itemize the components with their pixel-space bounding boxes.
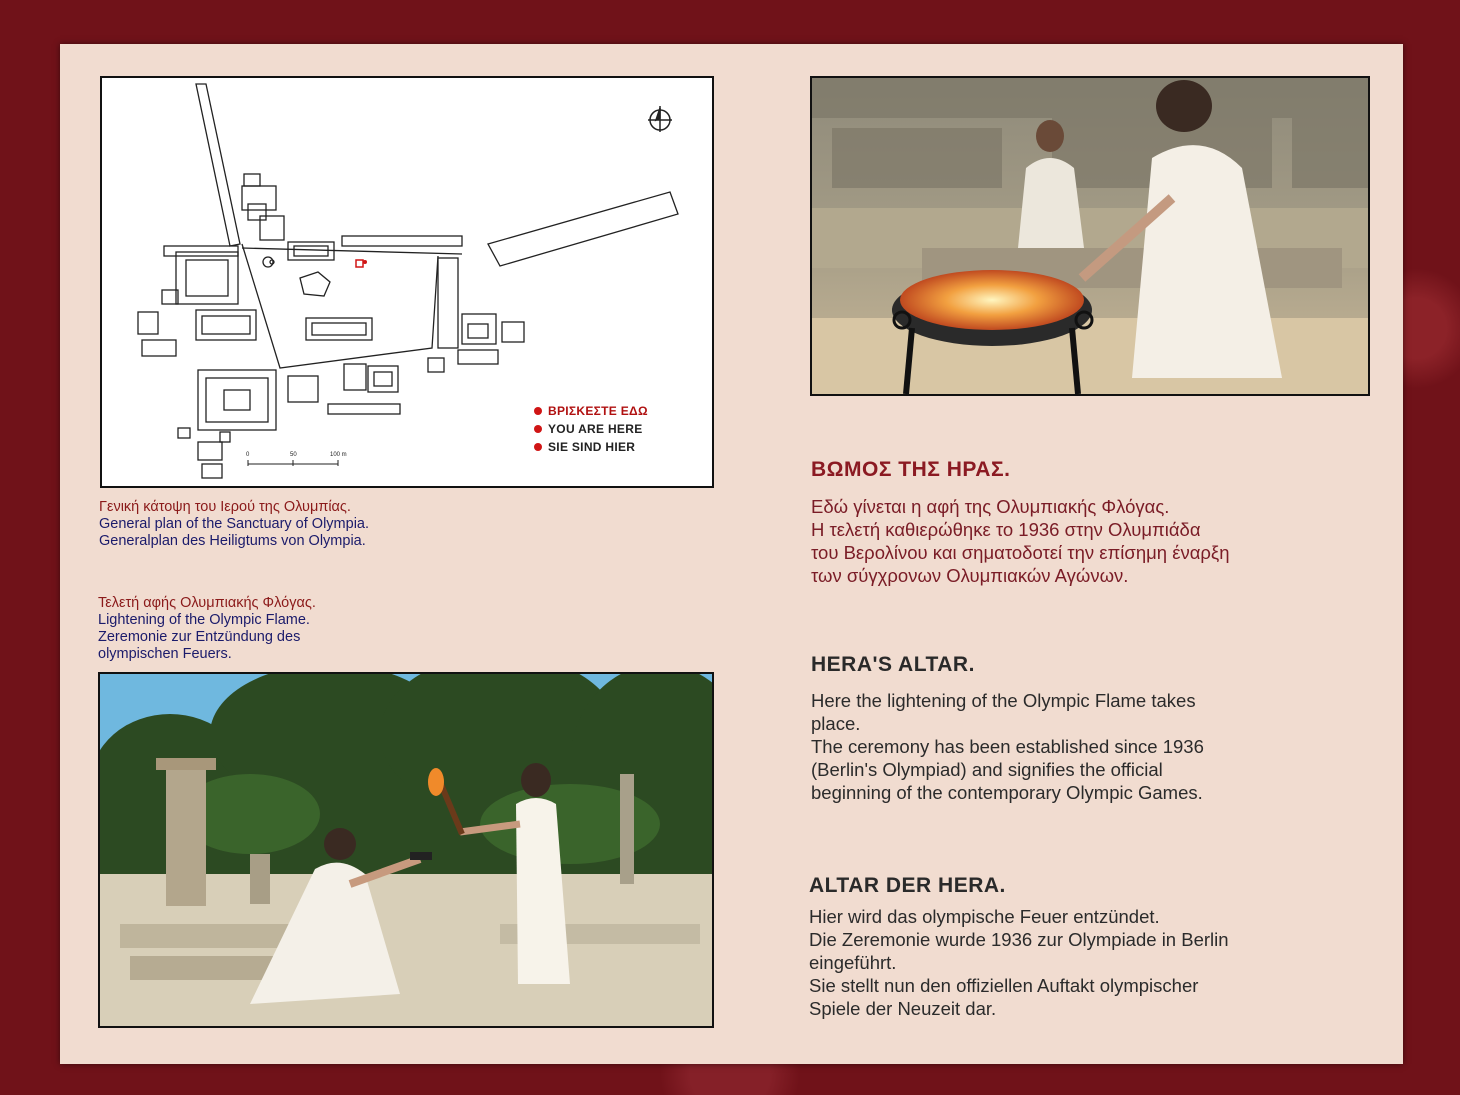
ceremony-caption-greek: Τελετή αφής Ολυμπιακής Φλόγας. xyxy=(98,595,316,611)
map-caption-english: General plan of the Sanctuary of Olympia. xyxy=(99,516,370,532)
ceremony-caption-german-1: Zeremonie zur Entzündung des xyxy=(98,629,301,645)
greek-body xyxy=(811,495,1229,587)
greek-line-2: Η τελετή καθιερώθηκε το 1936 στην Ολυμπιάδα xyxy=(811,519,1201,540)
english-line-3: The ceremony has been established since 1936 xyxy=(811,736,1204,757)
german-line-2: Die Zeremonie wurde 1936 zur Olympiade in Berlin xyxy=(809,929,1229,950)
english-line-1: Here the lightening of the Olympic Flame takes xyxy=(811,690,1196,711)
ceremony-caption-english: Lightening of the Olympic Flame. xyxy=(98,612,310,628)
site-plan-map xyxy=(100,76,714,488)
german-line-4: Sie stellt nun den offiziellen Auftakt olympischer xyxy=(809,975,1199,996)
greek-line-4: των σύγχρονων Ολυμπιακών Αγώνων. xyxy=(811,565,1129,586)
map-legend xyxy=(534,402,648,456)
location-marker-icon xyxy=(534,443,542,451)
map-caption xyxy=(99,499,369,550)
german-line-3: eingeführt. xyxy=(809,952,897,973)
greek-line-3: του Βερολίνου και σηματοδοτεί την επίσημη έναρξη xyxy=(811,542,1230,563)
legend-row-greek xyxy=(534,402,648,420)
legend-text-english: YOU ARE HERE xyxy=(548,422,643,436)
altar-flame-photo xyxy=(810,76,1370,396)
legend-text-greek: ΒΡΙΣΚΕΣΤΕ ΕΔΩ xyxy=(548,404,648,418)
scale-label-100: 100 m xyxy=(330,452,347,458)
map-caption-greek: Γενική κάτοψη του Ιερού της Ολυμπίας. xyxy=(99,499,351,515)
german-line-5: Spiele der Neuzeit dar. xyxy=(809,998,997,1019)
german-body xyxy=(809,905,1229,1020)
english-heading: HERA'S ALTAR. xyxy=(811,653,975,676)
english-body xyxy=(811,689,1204,804)
english-line-5: beginning of the contemporary Olympic Games. xyxy=(811,782,1203,803)
ceremony-caption-german-2: olympischen Feuers. xyxy=(98,646,232,662)
ceremony-photo xyxy=(98,672,714,1028)
english-line-2: place. xyxy=(811,713,861,734)
north-arrow-icon xyxy=(648,106,672,132)
legend-text-german: SIE SIND HIER xyxy=(548,440,636,454)
german-line-1: Hier wird das olympische Feuer entzündet. xyxy=(809,906,1160,927)
greek-line-1: Εδώ γίνεται η αφή της Ολυμπιακής Φλόγας. xyxy=(811,496,1170,517)
legend-row-english xyxy=(534,420,648,438)
location-marker-icon xyxy=(534,407,542,415)
legend-row-german xyxy=(534,438,648,456)
german-heading: ALTAR DER HERA. xyxy=(809,874,1006,897)
map-caption-german: Generalplan des Heiligtums von Olympia. xyxy=(99,533,366,549)
greek-heading: ΒΩΜΟΣ ΤΗΣ ΗΡΑΣ. xyxy=(811,458,1011,481)
location-marker-icon xyxy=(534,425,542,433)
scale-label-50: 50 xyxy=(290,452,297,458)
scale-bar xyxy=(248,460,338,466)
ceremony-caption xyxy=(98,595,316,663)
english-line-4: (Berlin's Olympiad) and signifies the official xyxy=(811,759,1163,780)
scale-label-0: 0 xyxy=(246,452,250,458)
